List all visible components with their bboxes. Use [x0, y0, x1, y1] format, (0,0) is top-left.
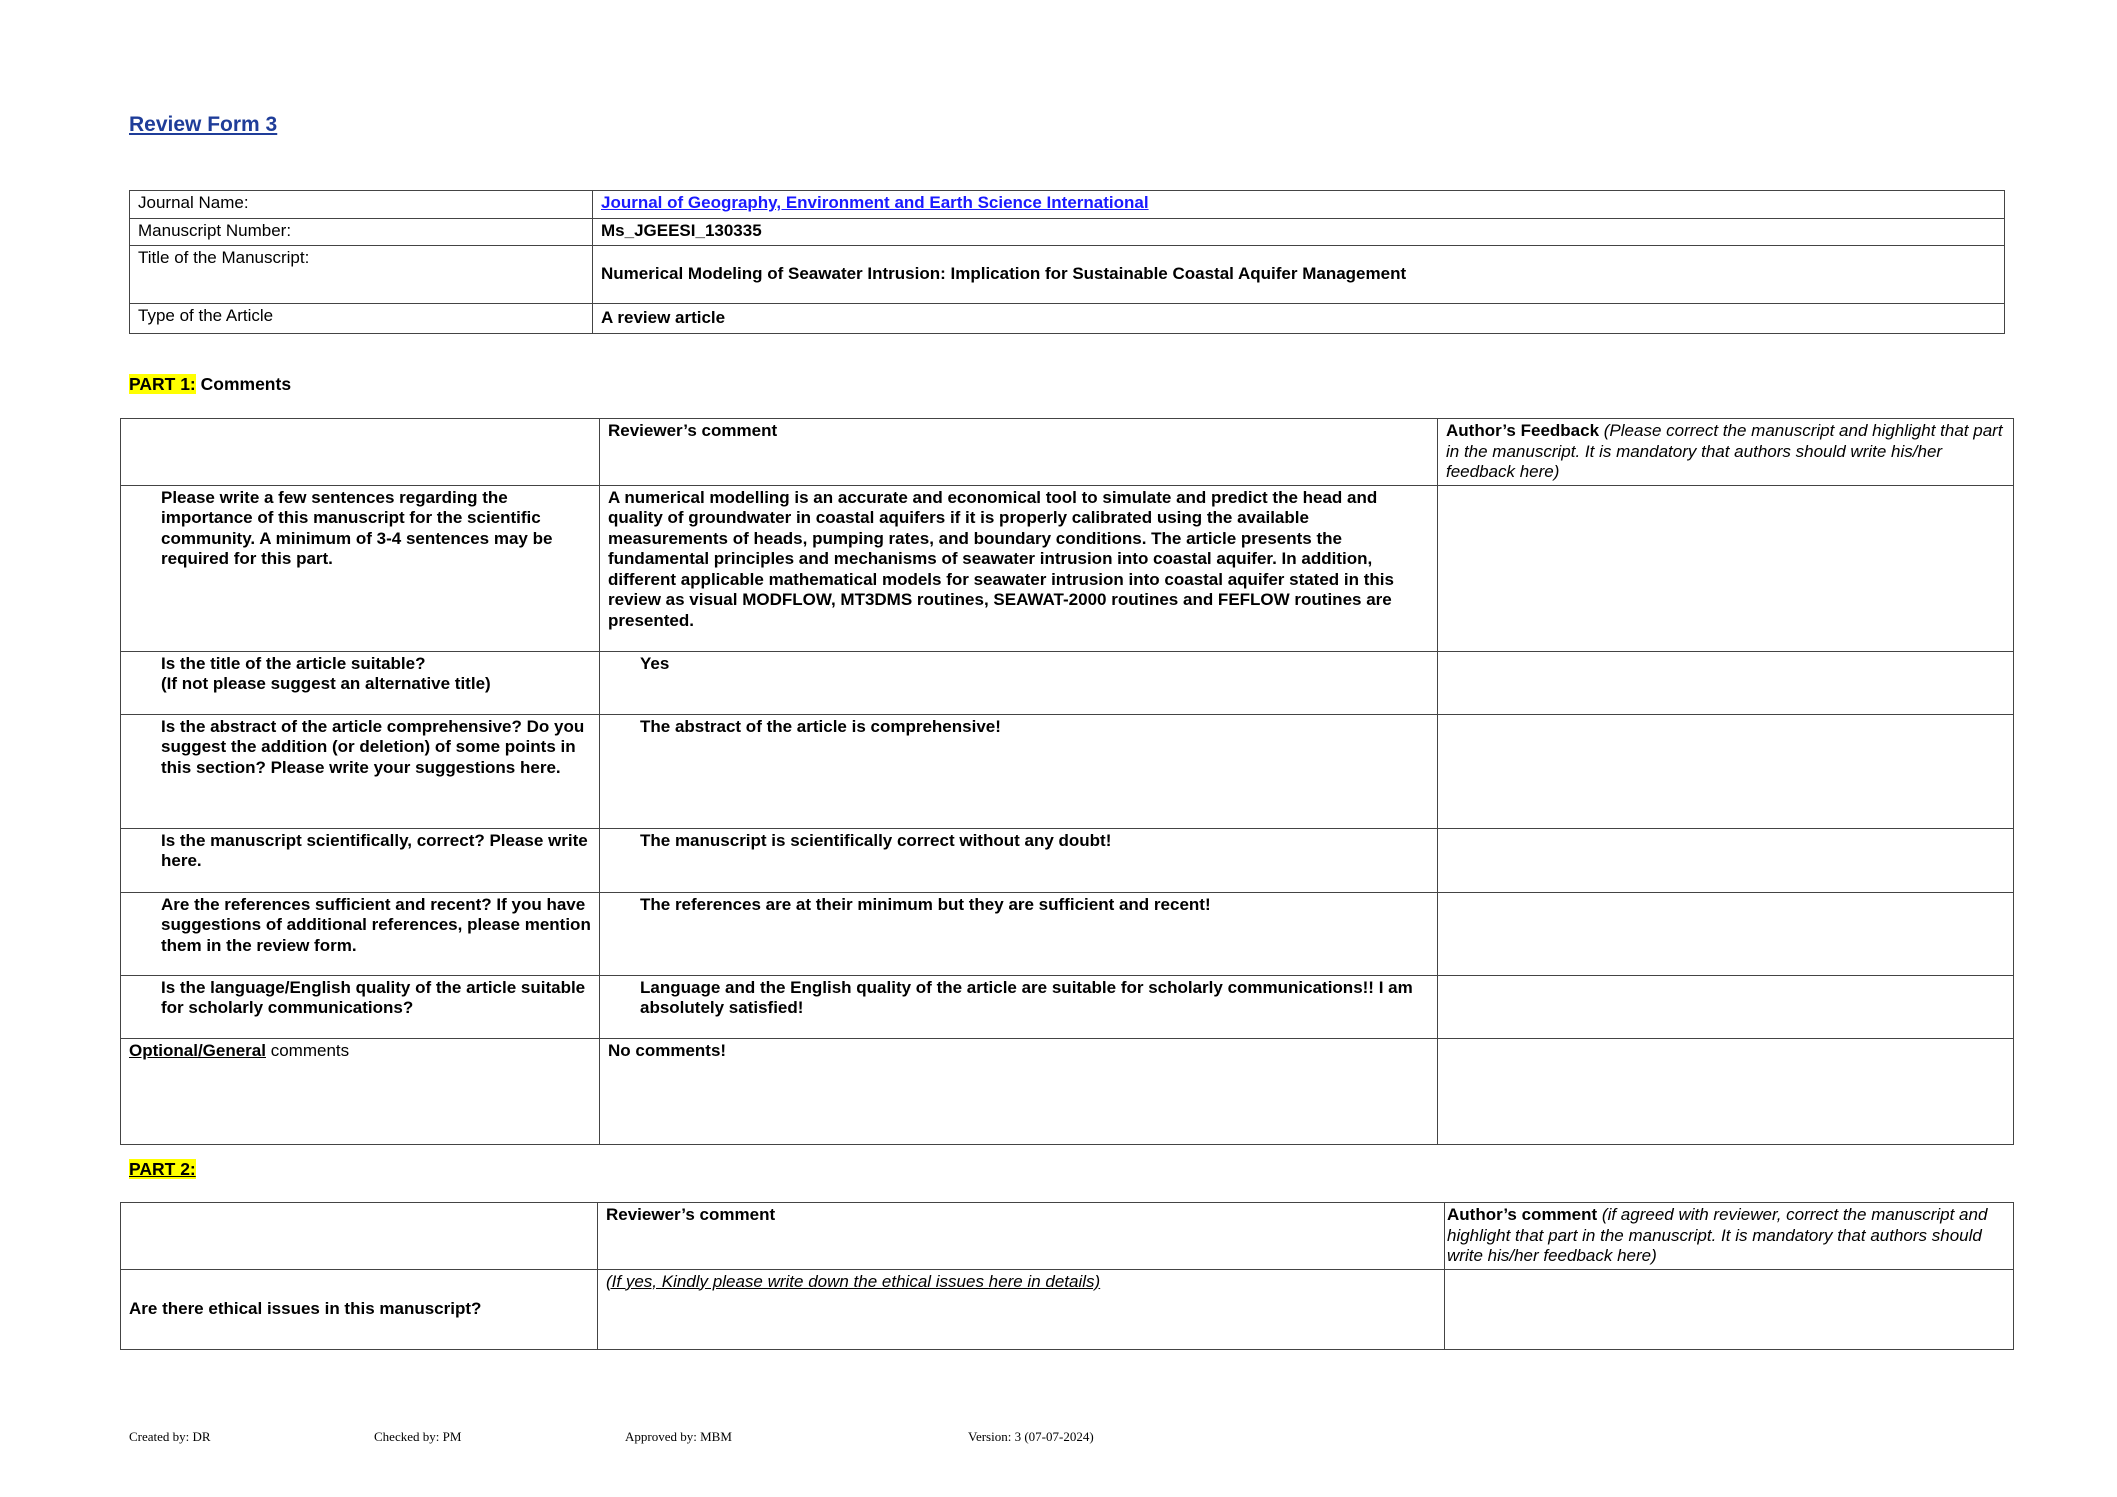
author-feedback-cell[interactable]: [1438, 1038, 2014, 1144]
table-row: [121, 975, 2014, 1038]
reviewer-comment[interactable]: Yes: [600, 651, 1438, 714]
form-title[interactable]: Review Form 3: [129, 113, 278, 136]
question-text: Is the title of the article suitable?: [161, 653, 426, 673]
question: Is the manuscript scientifically, correct? Please write here.: [121, 828, 600, 892]
approved-by: Approved by: MBM: [625, 1429, 732, 1444]
article-type-label: Type of the Article: [130, 304, 593, 334]
part1-heading: [129, 374, 291, 395]
optional-label: Optional/General: [129, 1040, 266, 1060]
author-feedback-cell[interactable]: [1438, 975, 2014, 1038]
reviewer-comment-header: Reviewer’s comment: [600, 419, 1438, 486]
part1-label: PART 1:: [129, 374, 196, 394]
ethics-comment-cell[interactable]: [598, 1269, 1445, 1349]
reviewer-comment[interactable]: The abstract of the article is comprehensive!: [600, 714, 1438, 828]
question: Is the abstract of the article comprehensive? Do you suggest the addition (or deletion) of some points in this section? Please write your suggestions here.: [121, 714, 600, 828]
blank-header: [121, 1203, 598, 1270]
author-comment-note: (if agreed with reviewer, correct the manuscript and highlight that part in the manuscript. It is mandatory that authors should write his/her feedback here): [1447, 1205, 1988, 1265]
table-row: [121, 485, 2014, 651]
part2-label: PART 2:: [129, 1159, 196, 1179]
table-row: [121, 651, 2014, 714]
table-row: [121, 714, 2014, 828]
author-feedback-header: [1438, 419, 2014, 486]
author-feedback-note: (Please correct the manuscript and highlight that part in the manuscript. It is mandatory that authors should write his/her feedback here): [1446, 421, 2003, 481]
part2-heading: [129, 1159, 196, 1180]
version: Version: 3 (07-07-2024): [968, 1429, 1094, 1444]
blank-header: [121, 419, 600, 486]
part2-ethics-table: [120, 1202, 2014, 1350]
table-row: [121, 1038, 2014, 1144]
author-feedback-cell[interactable]: [1438, 714, 2014, 828]
part1-comments-table: [120, 418, 2014, 1145]
optional-comments-label: [121, 1038, 600, 1144]
manuscript-number-label: Manuscript Number:: [130, 219, 593, 246]
question: Please write a few sentences regarding the importance of this manuscript for the scientific community. A minimum of 3-4 sentences may be required for this part.: [121, 485, 600, 651]
author-feedback-cell[interactable]: [1438, 892, 2014, 975]
question: Are the references sufficient and recent? If you have suggestions of additional references, please mention them in the review form.: [121, 892, 600, 975]
reviewer-comment[interactable]: A numerical modelling is an accurate and economical tool to simulate and predict the head and quality of groundwater in coastal aquifers if it is properly calibrated using the available measurements of heads, pumping rates, and boundary conditions. The article presents the fundamental principles and mechanisms of seawater intrusion into coastal aquifer. In addition, different applicable mathematical models for seawater intrusion into coastal aquifer stated in this review as visual MODFLOW, MT3DMS routines, SEAWAT-2000 routines and FEFLOW routines are presented.: [600, 485, 1438, 651]
part1-suffix: Comments: [195, 374, 292, 394]
manuscript-number: Ms_JGEESI_130335: [593, 219, 2005, 246]
author-feedback-cell[interactable]: [1438, 828, 2014, 892]
checked-by: Checked by: PM: [374, 1429, 462, 1444]
manuscript-title: Numerical Modeling of Seawater Intrusion: Implication for Sustainable Coastal Aquifer Management: [593, 246, 2005, 304]
reviewer-comment[interactable]: The references are at their minimum but they are sufficient and recent!: [600, 892, 1438, 975]
author-comment-title: Author’s comment: [1447, 1205, 1598, 1224]
manuscript-info-table: [129, 190, 2005, 334]
journal-link[interactable]: Journal of Geography, Environment and Earth Science International: [601, 193, 1149, 212]
article-type: A review article: [593, 304, 2005, 334]
author-feedback-cell[interactable]: [1438, 651, 2014, 714]
question: Is the language/English quality of the article suitable for scholarly communications?: [121, 975, 600, 1038]
table-row: [121, 892, 2014, 975]
manuscript-title-label: Title of the Manuscript:: [130, 246, 593, 304]
table-row: [121, 1269, 2014, 1349]
question-subtext: (If not please suggest an alternative title): [161, 674, 491, 693]
journal-label: Journal Name:: [130, 191, 593, 219]
author-comment-header: [1445, 1203, 2014, 1270]
ethics-hint: (If yes, Kindly please write down the ethical issues here in details): [606, 1271, 1101, 1291]
optional-comment[interactable]: No comments!: [600, 1038, 1438, 1144]
reviewer-comment-header: Reviewer’s comment: [598, 1203, 1445, 1270]
author-feedback-cell[interactable]: [1438, 485, 2014, 651]
table-row: [121, 828, 2014, 892]
ethics-question: Are there ethical issues in this manuscript?: [121, 1269, 598, 1349]
author-feedback-title: Author’s Feedback: [1446, 421, 1600, 440]
question: [121, 651, 600, 714]
reviewer-comment[interactable]: The manuscript is scientifically correct without any doubt!: [600, 828, 1438, 892]
author-comment-cell[interactable]: [1445, 1269, 2014, 1349]
created-by: Created by: DR: [129, 1429, 211, 1444]
optional-suffix: comments: [265, 1040, 350, 1060]
reviewer-comment[interactable]: Language and the English quality of the article are suitable for scholarly communications!! I am absolutely satisfied!: [600, 975, 1438, 1038]
